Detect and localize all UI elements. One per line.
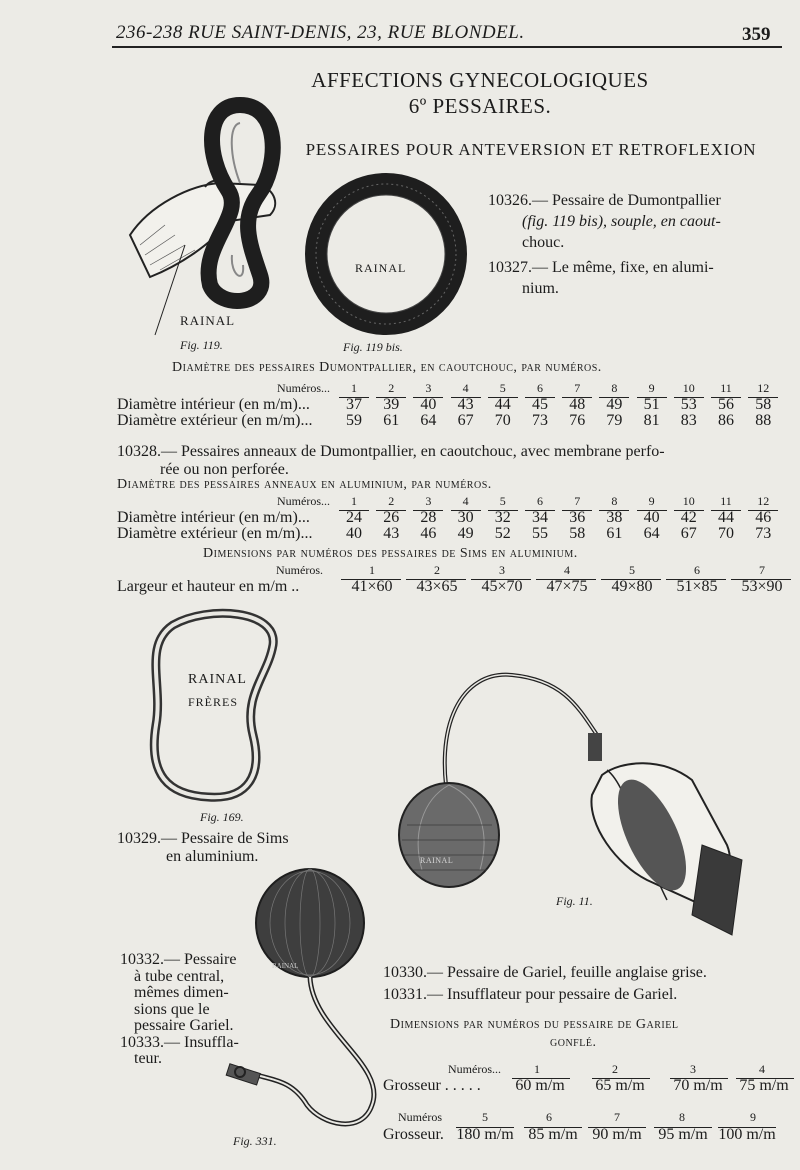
item-10326-line2: (fig. 119 bis), souple, en caout-	[522, 213, 721, 230]
table4-value-a: 70 m/m	[673, 1077, 723, 1094]
table2-row2-value: 58	[569, 525, 586, 542]
item-10326-line3: chouc.	[522, 234, 565, 251]
pessaires-subtitle: PESSAIRES POUR ANTEVERSION ET RETROFLEXION	[305, 140, 757, 159]
fig-331-caption: Fig. 331.	[233, 1134, 277, 1148]
table2-row2-label: Diamètre extérieur (en m/m)...	[117, 525, 313, 542]
table3-row-label: Largeur et hauteur en m/m ..	[117, 578, 300, 595]
table1-numero: 2	[388, 381, 395, 395]
gariel-rainal-mark: RAINAL	[272, 962, 299, 970]
table3-title: Dimensions par numéros des pessaires de Sims en aluminium.	[203, 546, 578, 561]
fig-119-bis-ring	[302, 170, 472, 340]
table1-row1-value: 56	[718, 396, 734, 413]
table2-numero: 9	[648, 494, 655, 508]
table1-row1-value: 58	[755, 396, 772, 413]
table1-row1-value: 53	[680, 396, 697, 413]
table2-numeros-label: Numéros...	[277, 494, 330, 508]
header-rule	[112, 46, 782, 48]
fig-331-gariel-ball	[202, 865, 382, 1135]
table4-value-a: 65 m/m	[595, 1077, 645, 1094]
table2-numero: 6	[537, 494, 543, 508]
item-10328-line1: 10328.— Pessaires anneaux de Dumontpallier, en caoutchouc, avec membrane perfo-	[117, 443, 665, 460]
rainal-mark: RAINAL	[180, 313, 236, 328]
subsection-title: 6º PESSAIRES.	[408, 94, 552, 118]
table3-value: 47×75	[546, 578, 588, 595]
table1-numero: 3	[425, 381, 432, 395]
table2-row1-value: 38	[606, 509, 623, 526]
page-number: 359	[742, 24, 771, 45]
table1-numeros-label: Numéros...	[277, 381, 330, 395]
item-10332-line: pessaire Gariel.	[134, 1017, 234, 1034]
table1-row2-value: 73	[532, 412, 548, 429]
table4-numero-b: 7	[614, 1110, 620, 1124]
table2-row2-value: 55	[532, 525, 548, 542]
table1-row2-value: 64	[420, 412, 437, 429]
fig-119-bis-caption: Fig. 119 bis.	[343, 340, 403, 354]
table1-row1-value: 37	[346, 396, 362, 413]
table3-numero: 1	[369, 563, 375, 577]
section-title: AFFECTIONS GYNECOLOGIQUES	[311, 68, 649, 92]
table1-row1-value: 40	[420, 396, 437, 413]
fig-119-illustration	[110, 95, 290, 335]
table1-numero: 6	[537, 381, 543, 395]
table4-value-a: 60 m/m	[515, 1077, 565, 1094]
table2-numero: 1	[351, 494, 357, 508]
table2-row2-value: 40	[346, 525, 362, 542]
table1-row2-value: 81	[643, 412, 660, 429]
table1-numero: 8	[611, 381, 618, 395]
table3-value: 49×80	[611, 578, 653, 595]
table2-title: Diamètre des pessaires anneaux en aluminium, par numéros.	[117, 477, 492, 492]
table1-numero: 1	[351, 381, 357, 395]
table1-numero: 7	[574, 381, 581, 395]
table2-row1-value: 34	[532, 509, 548, 526]
table4-numero-b: 8	[679, 1110, 685, 1124]
table4-numero-a: 4	[759, 1062, 765, 1076]
table4-value-a: 75 m/m	[739, 1077, 789, 1094]
table2-row2-value: 70	[718, 525, 734, 542]
table2-row1-value: 32	[494, 509, 511, 526]
table1-numero: 12	[757, 381, 770, 395]
item-10333-line: 10333.— Insuffla-	[120, 1033, 239, 1051]
table2-row2-value: 67	[680, 525, 697, 542]
item-10327-line2: nium.	[522, 280, 559, 297]
table2-row2-value: 49	[457, 525, 474, 542]
table4-numero-a: 1	[534, 1062, 540, 1076]
table2-numero: 7	[574, 494, 581, 508]
table1-row1-value: 39	[383, 396, 400, 413]
balloon-rainal-mark: RAINAL	[420, 856, 454, 865]
table2-numero: 8	[611, 494, 618, 508]
table3-numero: 4	[564, 563, 570, 577]
table3-numero: 3	[499, 563, 505, 577]
sims-freres-mark: FRÈRES	[188, 695, 239, 709]
table1-row2-value: 76	[569, 412, 586, 429]
table1-row2-value: 88	[755, 412, 772, 429]
table2-row1-value: 46	[755, 509, 772, 526]
item-10328-line2: rée ou non perforée.	[160, 461, 289, 478]
table2-numero: 4	[462, 494, 469, 508]
table3-value: 41×60	[351, 578, 393, 595]
table1-row2-value: 67	[457, 412, 474, 429]
table2-row2-value: 73	[755, 525, 772, 542]
table1-row2-value: 70	[494, 412, 511, 429]
item-10329-line2: en aluminium.	[166, 848, 259, 865]
table1-numero: 10	[682, 381, 695, 395]
table1-row1-value: 48	[569, 396, 586, 413]
table1-row2-value: 83	[680, 412, 697, 429]
table1-row1-value: 49	[606, 396, 623, 413]
table2-numero: 10	[682, 494, 695, 508]
table1-numero: 11	[720, 381, 732, 395]
table4-value-b: 180 m/m	[456, 1126, 514, 1143]
table2-numero: 12	[757, 494, 770, 508]
table1-row2-value: 59	[346, 412, 362, 429]
table4-row-label-a: Grosseur . . . . .	[383, 1077, 481, 1094]
item-10331: 10331.— Insufflateur pour pessaire de Gariel.	[383, 986, 678, 1003]
table2-row2-value: 46	[420, 525, 437, 542]
item-10329-line1: 10329.— Pessaire de Sims	[117, 830, 289, 847]
table2-row2-value: 52	[494, 525, 511, 542]
table2-row1-value: 28	[420, 509, 437, 526]
page-header-address: 236-238 RUE SAINT-DENIS, 23, RUE BLONDEL.	[116, 22, 525, 43]
table2-row1-value: 24	[346, 509, 362, 526]
fig-169-caption: Fig. 169.	[200, 810, 244, 824]
table1-row2-value: 61	[383, 412, 400, 429]
table1-row2-value: 79	[606, 412, 623, 429]
table4-row-label-b: Grosseur.	[383, 1126, 444, 1143]
table2-row2-value: 64	[643, 525, 660, 542]
table3-numero: 2	[434, 563, 440, 577]
table4-value-b: 95 m/m	[658, 1126, 708, 1143]
ring-rainal-mark: RAINAL	[355, 261, 407, 275]
table2-row2-value: 43	[383, 525, 400, 542]
table2-row1-value: 40	[643, 509, 660, 526]
sims-rainal-mark: RAINAL	[188, 672, 247, 687]
table1-row2-label: Diamètre extérieur (en m/m)...	[117, 412, 313, 429]
table1-row1-value: 51	[643, 396, 660, 413]
table4-numeros-label-a: Numéros...	[448, 1062, 501, 1076]
item-10333-line: teur.	[134, 1050, 162, 1067]
table2-row1-label: Diamètre intérieur (en m/m)...	[117, 509, 310, 526]
table1-title: Diamètre des pessaires Dumontpallier, en caoutchouc, par numéros.	[172, 360, 602, 375]
table4-value-b: 100 m/m	[718, 1126, 776, 1143]
table1-row1-value: 45	[532, 396, 548, 413]
table4-numero-a: 2	[612, 1062, 618, 1076]
table2-row1-value: 36	[569, 509, 586, 526]
item-10330: 10330.— Pessaire de Gariel, feuille anglaise grise.	[383, 964, 707, 981]
table2-row2-value: 61	[606, 525, 623, 542]
fig-11-caption: Fig. 11.	[556, 894, 593, 908]
table3-value: 53×90	[741, 578, 783, 595]
table1-row1-value: 43	[457, 396, 474, 413]
table3-value: 43×65	[416, 578, 458, 595]
table1-numero: 5	[499, 381, 506, 395]
table2-numero: 5	[499, 494, 506, 508]
item-10332-line: à tube central,	[134, 967, 225, 985]
table4-numeros-label-b: Numéros	[398, 1110, 442, 1124]
table1-row1-label: Diamètre intérieur (en m/m)...	[117, 396, 310, 413]
table4-value-b: 85 m/m	[528, 1126, 578, 1143]
table4-numero-b: 5	[482, 1110, 488, 1124]
table3-numero: 6	[694, 563, 700, 577]
item-10326-line1: 10326.— Pessaire de Dumontpallier	[488, 192, 721, 209]
table4-numero-b: 9	[750, 1110, 756, 1124]
table2-row1-value: 42	[680, 509, 697, 526]
table4-numero-a: 3	[690, 1062, 696, 1076]
table2-numero: 11	[720, 494, 732, 508]
table4-title: Dimensions par numéros du pessaire de Gariel	[390, 1017, 679, 1032]
table2-row1-value: 26	[383, 509, 400, 526]
table4-title-2: gonflé.	[550, 1035, 597, 1050]
item-10332-line: sions que le	[134, 1000, 210, 1018]
item-10332-line: mêmes dimen-	[134, 984, 229, 1001]
table3-value: 51×85	[676, 578, 718, 595]
table3-numero: 5	[629, 563, 635, 577]
table1-numero: 4	[462, 381, 469, 395]
table2-row1-value: 30	[457, 509, 474, 526]
table4-value-b: 90 m/m	[592, 1126, 642, 1143]
table4-numero-b: 6	[546, 1110, 552, 1124]
table3-numero: 7	[759, 563, 765, 577]
table2-numero: 2	[388, 494, 395, 508]
table1-row2-value: 86	[718, 412, 734, 429]
fig-119-caption: Fig. 119.	[180, 338, 223, 352]
table2-numero: 3	[425, 494, 432, 508]
table2-row1-value: 44	[718, 509, 734, 526]
table3-numeros-label: Numéros.	[276, 563, 323, 577]
table1-row1-value: 44	[494, 396, 511, 413]
item-10332-line: 10332.— Pessaire	[120, 951, 237, 968]
item-10327-line1: 10327.— Le même, fixe, en alumi-	[488, 259, 714, 276]
table1-numero: 9	[648, 381, 655, 395]
table3-value: 45×70	[481, 578, 523, 595]
